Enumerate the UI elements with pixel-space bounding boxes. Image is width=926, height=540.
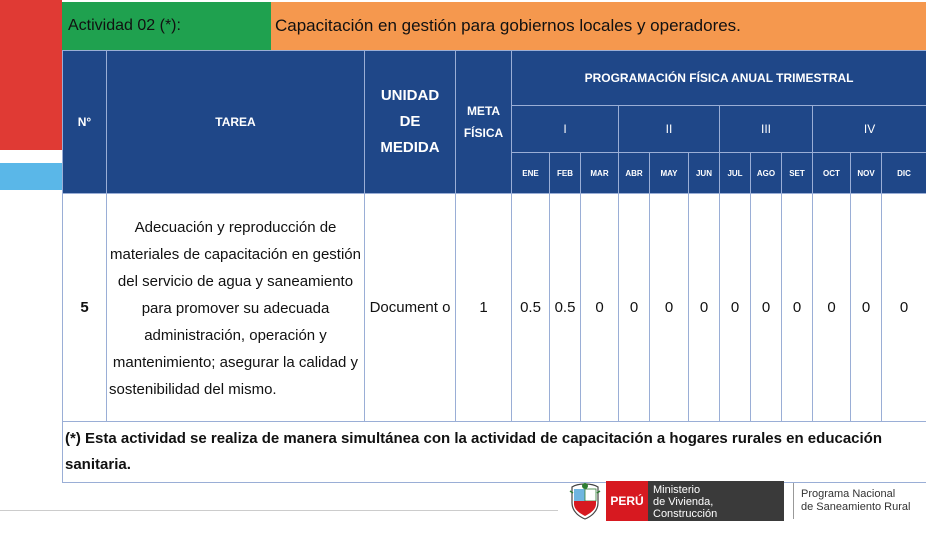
row-meta: 1 (456, 194, 512, 422)
header-month-dic: DIC (882, 153, 926, 194)
activity-title-text: Capacitación en gestión para gobiernos locales y operadores. (275, 16, 741, 35)
header-month-nov: NOV (851, 153, 882, 194)
header-month-feb: FEB (550, 153, 581, 194)
program-line-2: de Saneamiento Rural (801, 501, 911, 513)
ministry-name (648, 481, 784, 532)
ministry-logo (568, 478, 911, 532)
task-table (62, 50, 926, 483)
header-month-abr: ABR (619, 153, 650, 194)
activity-label-text: Actividad 02 (*): (68, 17, 181, 34)
header-quarter-4: IV (813, 106, 926, 153)
row-month-mar: 0 (581, 194, 619, 422)
header-quarter-1: I (512, 106, 619, 153)
row-month-set: 0 (782, 194, 813, 422)
row-month-ago: 0 (751, 194, 782, 422)
peru-label: PERÚ (610, 494, 644, 508)
row-num: 5 (63, 194, 107, 422)
row-month-nov: 0 (851, 194, 882, 422)
row-unit-text: Document o (369, 298, 451, 316)
table-row (63, 194, 926, 422)
header-month-ago: AGO (751, 153, 782, 194)
decorative-red-bar (0, 0, 62, 150)
activity-label (62, 2, 271, 50)
row-task: Adecuación y reproducción de materiales de capacitación en gestión del servicio de agua y saneamiento para promover su adecuada administración, operación y mantenimiento; asegurar la calidad y sostenibilidad del mismo. (107, 194, 365, 422)
ministry-line-3: y Saneamiento (653, 520, 727, 532)
row-month-jun: 0 (689, 194, 720, 422)
header-month-jul: JUL (720, 153, 751, 194)
footer-divider (0, 510, 558, 511)
header-month-set: SET (782, 153, 813, 194)
program-line-1: Programa Nacional (801, 488, 896, 500)
header-month-may: MAY (650, 153, 689, 194)
header-unit (365, 51, 456, 194)
decorative-blue-bar (0, 163, 62, 190)
row-month-ene: 0.5 (512, 194, 550, 422)
header-programacion: PROGRAMACIÓN FÍSICA ANUAL TRIMESTRAL (512, 51, 926, 106)
program-name (801, 488, 910, 514)
header-month-jun: JUN (689, 153, 720, 194)
peru-brand (606, 481, 648, 521)
peru-coat-of-arms-icon (568, 481, 602, 521)
header-month-ene: ENE (512, 153, 550, 194)
ministry-line-1: Ministerio (653, 484, 701, 496)
ministry-line-2: de Vivienda, Construcción (653, 496, 718, 520)
header-month-oct: OCT (813, 153, 851, 194)
row-month-feb: 0.5 (550, 194, 581, 422)
activity-title (271, 2, 926, 50)
header-num: N° (63, 51, 107, 194)
decorative-gap (0, 150, 62, 163)
header-unit-text: UNIDAD DE MEDIDA (380, 87, 440, 156)
header-quarter-2: II (619, 106, 720, 153)
row-month-jul: 0 (720, 194, 751, 422)
row-month-may: 0 (650, 194, 689, 422)
logo-separator (793, 483, 794, 519)
row-month-dic: 0 (882, 194, 926, 422)
header-meta (456, 51, 512, 194)
row-unit (365, 194, 456, 422)
row-month-abr: 0 (619, 194, 650, 422)
header-meta-text: META FÍSICA (463, 104, 504, 140)
header-quarter-3: III (720, 106, 813, 153)
row-month-oct: 0 (813, 194, 851, 422)
table-note: (*) Esta actividad se realiza de manera simultánea con la actividad de capacitación a hogares rurales en educación sanitaria. (63, 422, 926, 483)
header-task: TAREA (107, 51, 365, 194)
header-month-mar: MAR (581, 153, 619, 194)
